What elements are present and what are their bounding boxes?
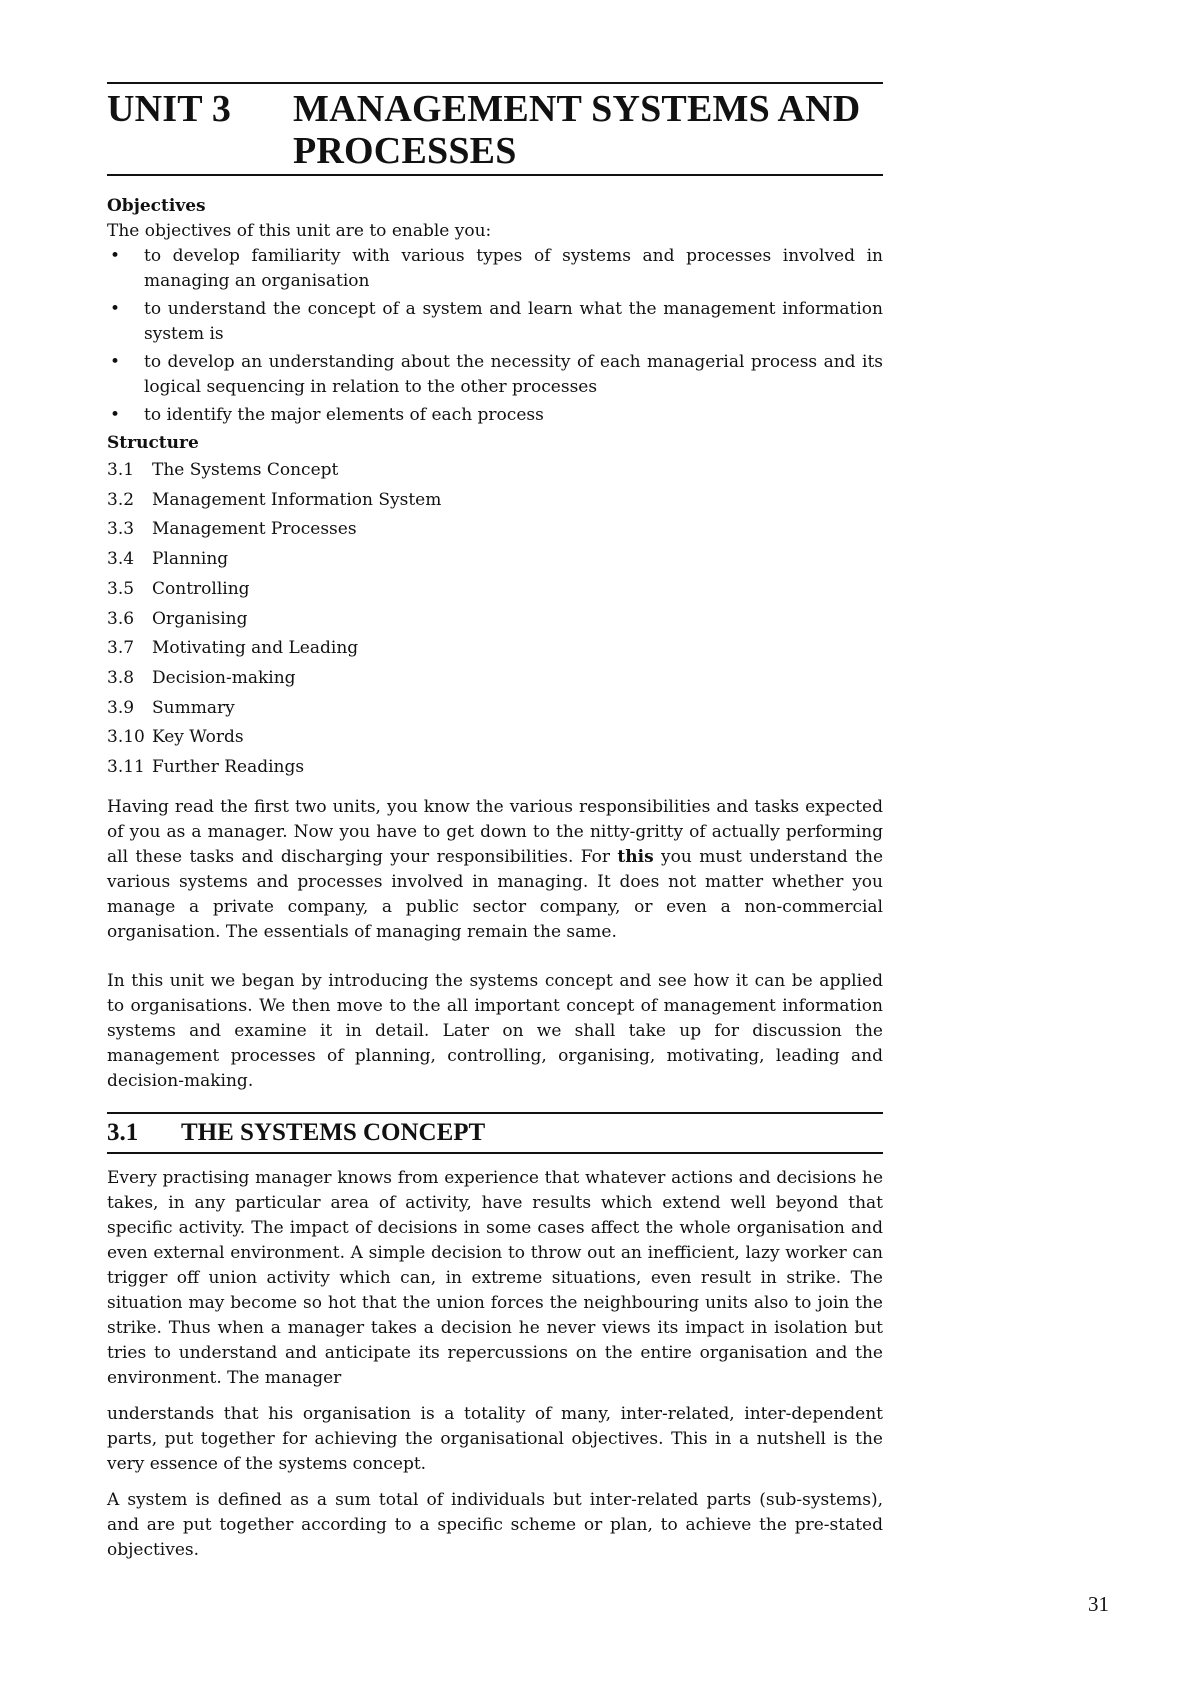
bullet-icon: • [110,299,121,319]
page-number: 31 [1088,1592,1109,1616]
list-item [107,486,883,516]
list-item [107,403,883,428]
structure-label: Management Information System [152,489,442,510]
page-body [107,82,883,1563]
list-item [107,694,883,724]
objective-text: to identify the major elements of each process [144,405,544,425]
structure-list [107,456,883,783]
objective-text: to develop an understanding about the necessity of each managerial process and its logical sequencing in relation to the other processes [144,352,883,397]
structure-label: The Systems Concept [152,460,339,480]
list-item [107,634,883,664]
objectives-list [107,244,883,428]
list-item [107,664,883,694]
section-title: THE SYSTEMS CONCEPT [181,1118,486,1146]
structure-heading: Structure [107,433,199,453]
list-item [107,456,883,486]
bullet-icon: • [110,352,121,372]
structure-number: 3.1 [107,460,135,480]
section-heading [107,1114,883,1152]
intro-text-a: Having read the first two units, you know the various responsibilities and tasks expected of you as a manager. Now you have to get down to the nitty-gritty of actually performing all these tasks and discharging your responsibilities. For [107,796,883,867]
section-paragraph-1: Every practising manager knows from experience that whatever actions and decisions he takes, in any particular area of activity, have results which extend well beyond that specific activity. The impact of decisions in some cases affect the whole organisation and even external environment. A simple decision to throw out an inefficient, lazy worker can trigger off union activity which can, in extreme situations, even result in strike. The situation may become so hot that the union forces the neighbouring units also to join the strike. Thus when a manager takes a decision he never views its impact in isolation but tries to understand and anticipate its repercussions on the entire organisation and the environment. The manager [107,1167,883,1388]
bullet-icon: • [110,405,121,425]
structure-label: Planning [152,549,229,570]
structure-number: 3.8 [107,667,135,688]
structure-label: Summary [152,697,235,718]
section-bottom-rule [107,1152,883,1154]
intro-paragraph-1 [107,795,883,945]
list-item [107,605,883,635]
structure-number: 3.7 [107,638,135,659]
structure-label: Key Words [152,727,244,748]
unit-number: UNIT 3 [107,88,232,130]
structure-label: Motivating and Leading [152,638,359,659]
list-item [107,753,883,783]
structure-number: 3.11 [107,757,145,778]
list-item [107,575,883,605]
structure-label: Management Processes [152,519,357,540]
list-item [107,545,883,575]
structure-number: 3.10 [107,727,145,748]
structure-label: Decision-making [152,667,296,688]
objective-text: to develop familiarity with various types of systems and processes involved in managing an organisation [144,246,883,291]
intro-paragraph-2: In this unit we began by introducing the systems concept and see how it can be applied to organisations. We then move to the all important concept of management information systems and examine it in detail. Later on we shall take up for discussion the management processes of planning, controlling, organising, motivating, leading and decision-making. [107,970,883,1091]
structure-number: 3.6 [107,608,135,629]
intro-text-b: you must understand the various systems and processes involved in managing. It does not matter whether you manage a private company, a public sector company, or even a non-commercial organisation. The essentials of managing remain the same. [107,846,884,942]
structure-number: 3.3 [107,519,135,540]
list-item [107,515,883,545]
structure-label: Organising [152,608,248,629]
structure-number: 3.5 [107,578,135,599]
structure-label: Further Readings [152,757,305,778]
unit-bottom-rule [107,174,883,176]
objectives-intro: The objectives of this unit are to enable you: [107,221,492,241]
objectives-heading: Objectives [107,196,206,216]
unit-heading [107,84,883,174]
list-item [107,297,883,347]
list-item [107,244,883,294]
structure-number: 3.9 [107,697,135,718]
section-paragraph-2: understands that his organisation is a totality of many, inter-related, inter-dependent parts, put together for achieving the organisational objectives. This in a nutshell is the very essence of the systems concept. [107,1403,883,1474]
section-number: 3.1 [107,1118,139,1146]
intro-text-bold: this [617,846,654,867]
section-paragraph-3: A system is defined as a sum total of individuals but inter-related parts (sub-systems), and are put together according to a specific scheme or plan, to achieve the pre-stated objectives. [107,1489,883,1560]
objective-text: to understand the concept of a system and learn what the management information system is [144,299,883,344]
list-item [107,350,883,400]
structure-label: Controlling [152,578,250,599]
unit-title: MANAGEMENT SYSTEMS AND PROCESSES [293,88,861,172]
structure-number: 3.4 [107,549,135,570]
bullet-icon: • [110,246,121,266]
structure-number: 3.2 [107,489,135,510]
list-item [107,723,883,753]
